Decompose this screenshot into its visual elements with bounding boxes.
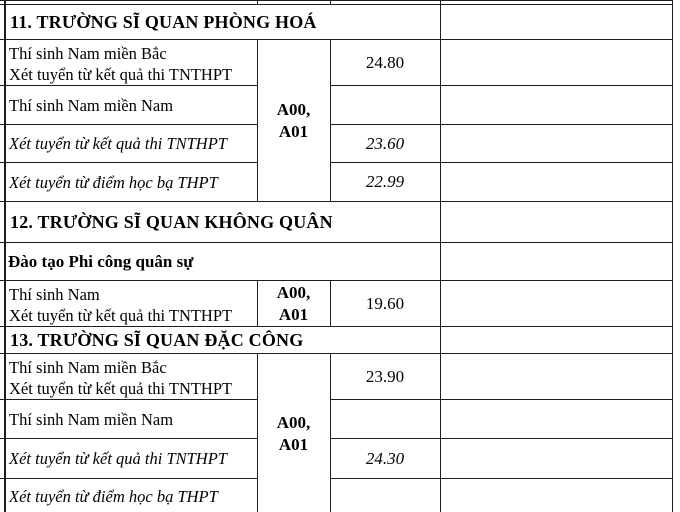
score-cell (330, 479, 440, 512)
section-11-header-row (0, 5, 672, 40)
method-label-cell: Xét tuyển từ kết quả thi TNTHPT (0, 125, 257, 163)
empty-cell (440, 281, 672, 327)
empty-cell (440, 243, 672, 281)
empty-cell (440, 5, 672, 40)
score-cell: 19.60 (330, 281, 440, 327)
section-12-title: 12. TRƯỜNG SĨ QUAN KHÔNG QUÂN (0, 202, 440, 243)
empty-cell (440, 400, 672, 439)
section-13-row-exam-score (0, 439, 672, 479)
empty-cell (440, 439, 672, 479)
empty-cell (440, 163, 672, 202)
section-13-header-row (0, 327, 672, 354)
method-label-cell: Xét tuyển từ kết quả thi TNTHPT (0, 439, 257, 479)
section-13-row-north (0, 354, 672, 400)
block-code-cell (257, 40, 330, 202)
score-cell (330, 86, 440, 125)
score-cell (330, 400, 440, 439)
score-cell: 23.60 (330, 125, 440, 163)
block-code-cell (257, 281, 330, 327)
score-cell: 24.80 (330, 40, 440, 86)
empty-cell (440, 125, 672, 163)
score-cell: 24.30 (330, 439, 440, 479)
candidate-label-cell (0, 40, 257, 86)
empty-cell (440, 327, 672, 354)
block-code-line-1: A00, (276, 282, 311, 302)
label-line-2: Xét tuyển từ kết quả thi TNTHPT (9, 379, 233, 398)
empty-cell (440, 86, 672, 125)
section-11-row-transcript (0, 163, 672, 202)
label-line-1: Thí sinh Nam miền Bắc (9, 358, 167, 377)
method-label-cell: Xét tuyển từ điểm học bạ THPT (0, 163, 257, 202)
score-cell: 22.99 (330, 163, 440, 202)
section-11-row-south (0, 86, 672, 125)
section-12-header-row (0, 202, 672, 243)
block-code-line-2: A01 (278, 435, 309, 454)
section-11-title: 11. TRƯỜNG SĨ QUAN PHÒNG HOÁ (0, 5, 440, 40)
block-code-line-1: A00, (276, 413, 311, 432)
candidate-label-cell: Thí sinh Nam miền Nam (0, 400, 257, 439)
section-13-title: 13. TRƯỜNG SĨ QUAN ĐẶC CÔNG (0, 327, 440, 354)
section-12-row-male (0, 281, 672, 327)
block-code-line-2: A01 (278, 304, 309, 324)
candidate-label-cell (0, 281, 257, 327)
label-line-2: Xét tuyển từ kết quả thi TNTHPT (9, 306, 233, 325)
score-cell: 23.90 (330, 354, 440, 400)
section-13-row-south (0, 400, 672, 439)
section-12-subheader-row (0, 243, 672, 281)
block-code-line-1: A00, (276, 99, 311, 119)
method-label-cell: Xét tuyển từ điểm học bạ THPT (0, 479, 257, 512)
section-11-row-north (0, 40, 672, 86)
section-11-row-exam-score (0, 125, 672, 163)
section-13-row-transcript (0, 479, 672, 512)
empty-cell (440, 354, 672, 400)
table-left-border (4, 0, 6, 512)
label-line-2: Xét tuyển từ kết quả thi TNTHPT (9, 65, 233, 84)
empty-cell (440, 479, 672, 512)
label-line-1: Thí sinh Nam miền Bắc (9, 44, 167, 63)
label-line-1: Thí sinh Nam (9, 285, 100, 304)
empty-cell (440, 40, 672, 86)
candidate-label-cell (0, 354, 257, 400)
section-12-subtitle: Đào tạo Phi công quân sự (0, 243, 440, 281)
block-code-line-2: A01 (278, 121, 309, 141)
empty-cell (440, 202, 672, 243)
candidate-label-cell: Thí sinh Nam miền Nam (0, 86, 257, 125)
block-code-cell (257, 354, 330, 512)
